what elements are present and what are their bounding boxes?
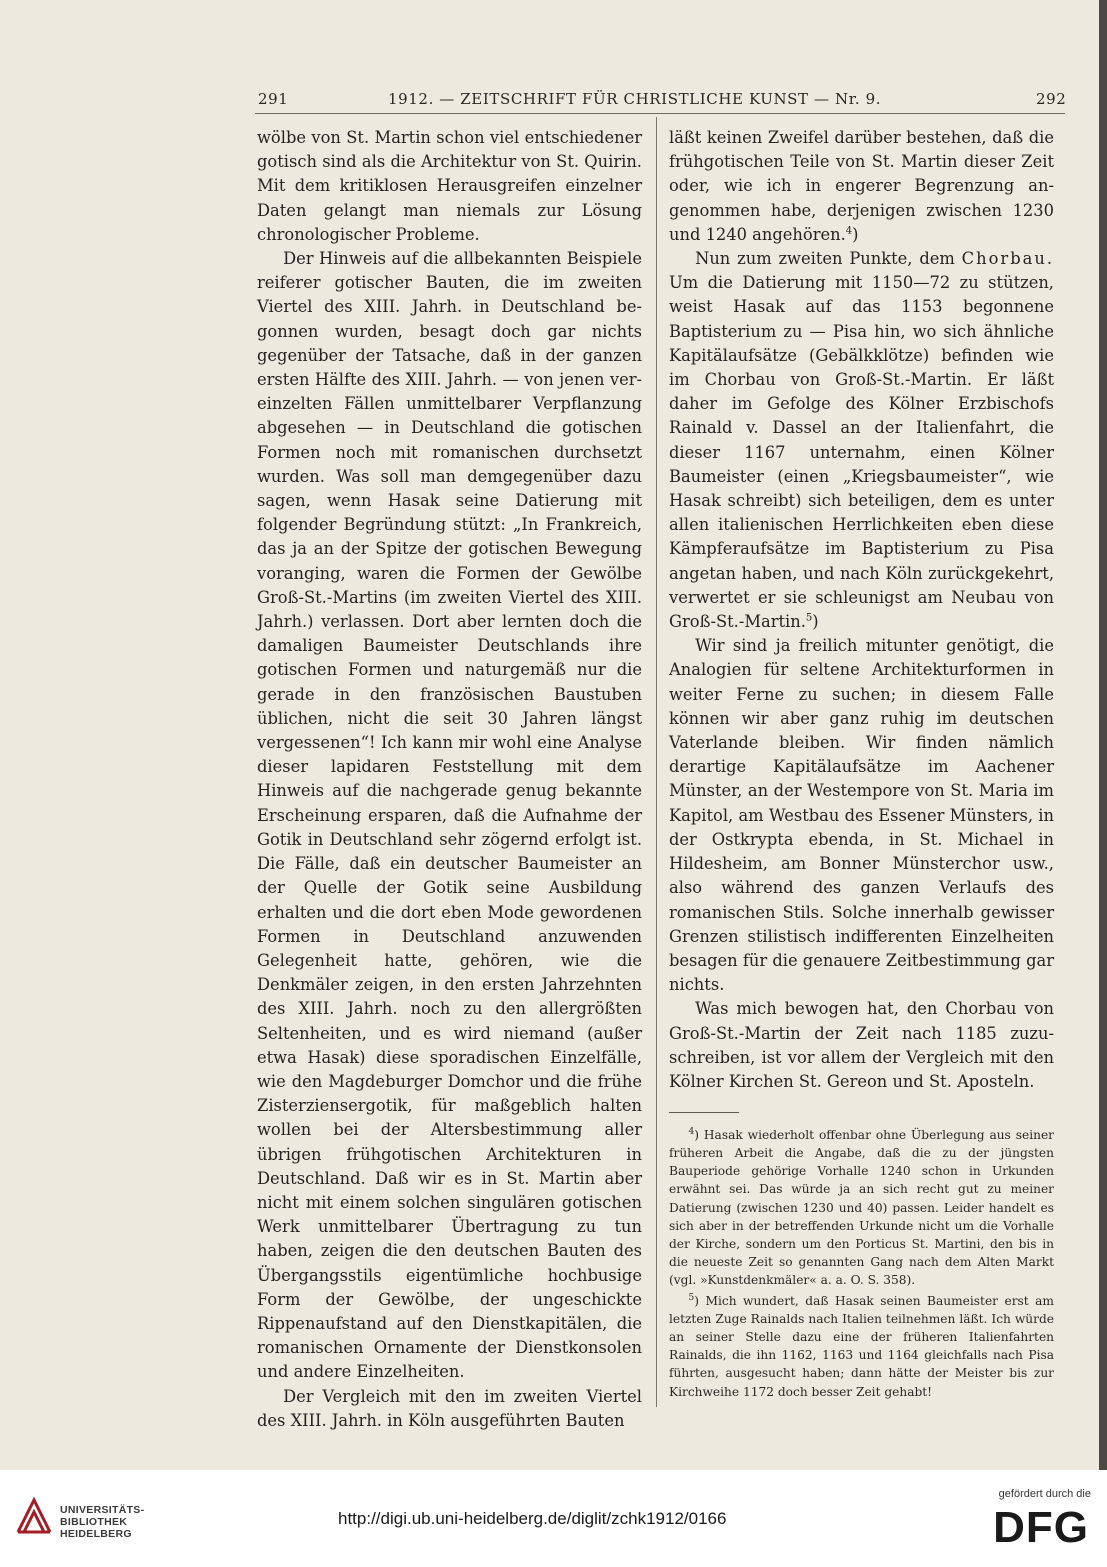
page-number-left: 291 xyxy=(258,90,289,108)
emphasis-text: Chorbau. xyxy=(961,249,1054,269)
paragraph: Was mich bewogen hat, den Chorbau von Groß-St.-Martin der Zeit nach 1185 zuzuschreiben, ist vor allem der Vergleich mit den Kölner Kirchen St. Gereon und St. Aposteln. xyxy=(669,999,1054,1091)
scan-edge xyxy=(1099,0,1107,1470)
funded-by-label: gefördert durch die xyxy=(998,1488,1091,1500)
paragraph-text: läßt keinen Zweifel darüber bestehen, daß die frühgotischen Teile von St. Martin dieser Zeit oder, wie ich in engerer Begrenzung angenommen habe, derjenigen zwischen 1230 und 1240 angehören. xyxy=(669,128,1054,244)
paragraph xyxy=(669,247,1054,634)
paragraph-text: Um die Datierung mit 1150—72 zu stützen, weist Hasak auf das 1153 begonnene Baptisterium zu — Pisa hin, wo sich ähnliche Kapitälaufsätze (Gebälkklötze) befinden wie im Chorbau von Groß-St.-Martin. Er läßt daher im Gefolge des Kölner Erzbischofs Rainald v. Dassel an der Italienfahrt, die dieser 1167 unternahm, einen Kölner Baumeister (einen „Kriegsbaumeister“, wie Hasak schreibt) sich beteiligen, dem es unter allen italienischen Herrlichkeiten eben diese Kämpferaufsätze im Baptisterium zu Pisa angetan haben, und nach Köln zurückgekehrt, verwertet er sie schleunigst am Neubau von Groß-St.-Martin. xyxy=(669,273,1054,632)
footnote-ref-close: ) xyxy=(852,224,859,244)
column-divider xyxy=(656,117,657,1407)
library-name-line: UNIVERSITÄTS- xyxy=(60,1504,145,1516)
paragraph: Wir sind ja freilich mitunter genötigt, die Analogien für seltene Architekturformen in weiter Ferne zu suchen; in diesem Falle können wir aber ganz ruhig im deutschen Vaterlande bleiben. Wir finden nämlich derartige Kapitälaufsätze im Aachener Münster, an der Westempore von St. Maria im Kapitol, am Westbau des Essener Münsters, in der Ostkrypta ebenda, in St. Michael in Hildesheim, am Bonner Münsterchor usw., also während des ganzen Verlaufs des romanischen Stils. Solche innerhalb gewisser Grenzen stilistisch indifferenten Einzelheiten besagen für die genauere Zeitbestimmung gar nichts. xyxy=(669,636,1054,995)
footnote-ref: 4 xyxy=(845,225,853,237)
footer-bar xyxy=(0,1470,1107,1567)
footnote xyxy=(669,1123,1054,1289)
paragraph: Der Hinweis auf die allbekannten Beispiele reiferer gotischer Bauten, die im zweiten Viertel des XIII. Jahrh. in Deutschland begonnen wurden, besagt doch gar nichts gegenüber der Tatsache, daß in der ganzen ersten Hälfte des XIII. Jahrh. — von jenen vereinzelten Fällen unmittelbarer Verpflanzung abgesehen — in Deutschland die gotischen Formen noch mit romanischen durchsetzt wurden. Was soll man demgegenüber dazu sagen, wenn Hasak seine Datierung mit folgender Begründung stützt: „In Frankreich, das ja an der Spitze der gotischen Bewegung voranging, waren die Formen der Gewölbe Groß-St.-Martins (im zweiten Viertel des XIII. Jahrh.) verlassen. Dort aber lernten doch die damaligen Baumeister Deutschlands ihre gotischen Formen und naturgemäß nur die gerade in den französischen Baustuben üblichen, nicht die seit 30 Jahren längst vergessenen“! Ich kann mir wohl eine Analyse dieser lapidaren Feststellung mit dem Hinweis auf die nachgerade genug bekannte Erscheinung ersparen, daß die Aufnahme der Gotik in Deutschland sehr zögernd erfolgt ist. Die Fälle, daß ein deutscher Baumeister an der Quelle der Gotik seine Ausbildung erhalten und die dort eben Mode gewordenen Formen in Deutschland anzuwenden Gelegenheit hatte, gehören, wie die Denkmäler zeigen, in den ersten Jahrzehnten des XIII. Jahrh. noch zu den allergrößten Seltenheiten, und es wird niemand (außer etwa Hasak) diese sporadischen Einzelfälle, wie den Magdeburger Domchor und die frühe Zisterziensergotik, für maßgeblich halten wollen bei der Altersbestimmung aller übrigen frühgotischen Architekturen in Deutschland. Daß wir es in St. Martin aber nicht mit einem solchen singulären gotischen Werk unmittelbarer Übertragung zu tun haben, zeigen die den deutschen Bauten des Übergangsstils eigentümliche hochbusige Form der Gewölbe, der ungeschickte Rippenaufstand auf den Dienstkapitälen, die romanischen Ornamente der Dienstkonsolen und andere Einzelheiten. xyxy=(257,249,642,1382)
paragraph xyxy=(669,126,1054,247)
footnote-number: 4 xyxy=(688,1127,695,1138)
paragraph: wölbe von St. Martin schon viel entschiedener gotisch sind als die Architektur von St. Quirin. Mit dem kritiklosen Herausgreifen einzelner Daten gelangt man niemals zur Lösung chronologischer Probleme. xyxy=(257,128,642,244)
dfg-logo: DFG xyxy=(993,1503,1089,1552)
footnote-number: 5 xyxy=(688,1293,695,1304)
left-column xyxy=(257,126,642,1433)
running-header: 1912. — ZEITSCHRIFT FÜR CHRISTLICHE KUNST — Nr. 9. xyxy=(388,90,882,108)
library-name-line: HEIDELBERG xyxy=(60,1528,132,1540)
footnote-text: ) Hasak wiederholt offenbar ohne Überlegung aus seiner früheren Arbeit die Angabe, daß die zu der jüngsten Bauperiode gehörige Vorhalle 1240 schon in Urkunden erwähnt sei. Das würde ja an sich recht gut zu meiner Datierung (zwischen 1230 und 40) passen. Leider handelt es sich aber in der betreffenden Urkunde nicht um die Vorhalle der Kirche, sondern um den Porticus St. Martini, den bis in die neueste Zeit so genannten Gang nach dem Alten Markt (vgl. »Kunstdenkmäler« a. a. O. S. 358). xyxy=(669,1128,1054,1287)
footnote-ref-close: ) xyxy=(812,612,819,632)
footnote-text: ) Mich wundert, daß Hasak seinen Baumeister erst am letzten Zuge Rainalds nach Italien teilnehmen läßt. Ich würde an seiner Stelle dazu eine der früheren Italienfahrten Rainalds, die ihn 1162, 1163 und 1164 gleichfalls nach Pisa führten, ausgesucht haben; dann hätte der Meister bis zur Kirchweihe 1172 doch besser Zeit gehabt! xyxy=(669,1294,1054,1399)
header-rule xyxy=(255,113,1065,114)
footnote xyxy=(669,1289,1054,1401)
right-column xyxy=(669,126,1054,1401)
library-logo-icon xyxy=(14,1496,54,1536)
footnote-ref: 5 xyxy=(805,612,813,624)
paragraph-text: Nun zum zweiten Punkte, dem xyxy=(695,249,962,269)
paragraph: Der Vergleich mit den im zweiten Viertel des XIII. Jahrh. in Köln ausgeführten Bauten xyxy=(257,1386,642,1430)
page-number-right: 292 xyxy=(1036,90,1067,108)
permalink-url[interactable]: http://digi.ub.uni-heidelberg.de/diglit/zchk1912/0166 xyxy=(338,1509,727,1528)
footnote-rule xyxy=(669,1112,739,1113)
library-name-line: BIBLIOTHEK xyxy=(60,1516,128,1528)
